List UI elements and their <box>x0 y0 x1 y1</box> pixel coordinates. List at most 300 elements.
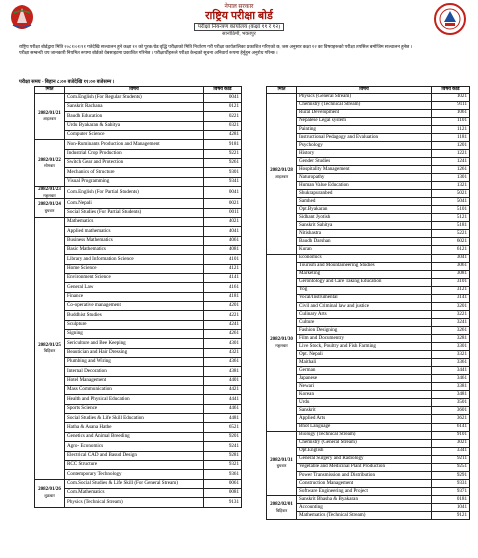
subject-code: 1201 <box>432 141 470 149</box>
subject-name: Culture <box>297 318 432 326</box>
subject-name: Visual Programming <box>65 177 204 186</box>
subject-name: Nitishastra <box>297 230 432 238</box>
table-row <box>267 206 470 214</box>
subject-name: Sculpture <box>65 320 204 329</box>
subject-code: 0011 <box>204 208 242 217</box>
subject-code: 9361 <box>204 470 242 479</box>
subject-code: 3101 <box>432 278 470 286</box>
subject-code: 5121 <box>432 214 470 222</box>
subject-name: Economics <box>297 254 432 262</box>
table-row <box>267 471 470 479</box>
subject-code: 3081 <box>432 270 470 278</box>
table-row <box>35 395 242 404</box>
intro-paragraph: परीक्षा सम्बन्धी थप जानकारी नियमित रूपमा बोर्डको वेबसाइटमा प्रकाशित गरिनेछ । परीक्षार्थीहरूले परीक्षा केन्द्रको सूचना अनिवार्य रूपमा हेर्नुहुन अनुरोध गरिन्छ । <box>19 49 278 55</box>
table-row <box>267 246 470 254</box>
subject-code: 3501 <box>432 399 470 407</box>
table-row <box>267 318 470 326</box>
table-row <box>267 375 470 383</box>
table-row <box>267 214 470 222</box>
table-row <box>267 335 470 343</box>
subject-code: 9111 <box>432 101 470 109</box>
subject-name: Internal Decoration <box>65 367 204 376</box>
subject-code: 0181 <box>432 495 470 503</box>
subject-name: Fashion Designing <box>297 326 432 334</box>
table-row <box>35 311 242 320</box>
table-row <box>267 407 470 415</box>
subject-code: 0321 <box>204 121 242 130</box>
table-row <box>267 166 470 174</box>
subject-code: 3601 <box>432 407 470 415</box>
table-row <box>35 283 242 292</box>
exam-date: 2082/01/23 <box>38 187 61 193</box>
subject-name: Film and Documentry <box>297 335 432 343</box>
board-logo-icon <box>433 2 467 36</box>
subject-name: Hospitality Management <box>297 166 432 174</box>
subject-code: 0021 <box>204 199 242 208</box>
subject-name: RCC Structure <box>65 460 204 469</box>
subject-code: 0041 <box>204 187 242 199</box>
subject-name: Sericulture and Bee Keeping <box>65 339 204 348</box>
subject-name: Mechanics of Structure <box>65 168 204 177</box>
subject-name: Opt. Nepali <box>297 351 432 359</box>
subject-code: 0221 <box>204 112 242 121</box>
exam-weekday: मङ्गलबार <box>275 342 288 348</box>
subject-code: 3141 <box>432 294 470 302</box>
exam-date: 2082/01/21 <box>38 110 61 116</box>
exam-date-cell <box>35 199 65 218</box>
subject-code: 4241 <box>204 320 242 329</box>
subject-code: 4321 <box>204 348 242 357</box>
subject-name: Home Science <box>65 264 204 273</box>
table-row <box>267 415 470 423</box>
table-row <box>35 208 242 217</box>
subject-name: Baudh Darshan <box>297 238 432 246</box>
subject-code: 1061 <box>432 109 470 117</box>
subject-name: Co-operative management <box>65 302 204 311</box>
exam-time-note: परीक्षा समय - बिहान ८:०० बजेदेखि ११:०० बजेसम्म । <box>19 80 115 85</box>
subject-name: Sanskrit Bhasha & Byakaran <box>297 495 432 503</box>
subject-name: Chemistry (General Stream) <box>297 439 432 447</box>
subject-name: Software Engineering and Project <box>297 487 432 495</box>
subject-code: 3021 <box>432 439 470 447</box>
exam-weekday: बिहिबार <box>43 348 56 354</box>
subject-code: 9261 <box>204 159 242 168</box>
schedule-table-right <box>266 86 470 520</box>
subject-name: Mathematics <box>65 217 204 226</box>
subject-name: Marketing <box>297 270 432 278</box>
subject-code: 4041 <box>204 227 242 236</box>
header-title: राष्ट्रिय परीक्षा बोर्ड <box>205 10 273 22</box>
table-row <box>267 286 470 294</box>
subject-code: 3361 <box>432 359 470 367</box>
exam-date-cell <box>267 93 297 254</box>
subject-code: 3341 <box>432 447 470 455</box>
subject-name: Biology (Technical Stream) <box>297 431 432 439</box>
subject-name: Library and Information Science <box>65 255 204 264</box>
table-row <box>267 278 470 286</box>
table-row <box>35 264 242 273</box>
subject-code: 0041 <box>204 93 242 102</box>
subject-name: Yog <box>297 286 432 294</box>
subject-code: 3321 <box>432 351 470 359</box>
subject-code: 9211 <box>432 455 470 463</box>
subject-code: 4121 <box>204 264 242 273</box>
subject-code: 1121 <box>432 125 470 133</box>
subject-name: Genetics and Animal Breeding <box>65 432 204 441</box>
exam-date-cell <box>35 93 65 140</box>
exam-date: 2082/01/31 <box>270 457 293 463</box>
subject-name: Kuran <box>297 246 432 254</box>
subject-code: 3201 <box>432 302 470 310</box>
table-row <box>267 351 470 359</box>
exam-date-cell <box>35 217 65 479</box>
table-row <box>35 479 242 488</box>
subject-code: 6141 <box>432 423 470 431</box>
table-row <box>267 463 470 471</box>
column-header-date: मिति <box>35 87 65 94</box>
subject-name: Baudh Education <box>65 112 204 121</box>
exam-weekday: शुक्रबार <box>44 493 55 499</box>
exam-date-cell <box>35 479 65 507</box>
subject-code: 4441 <box>204 395 242 404</box>
subject-name: General Surgery and Radiology <box>297 455 432 463</box>
table-row <box>267 479 470 487</box>
subject-name: Basic Mathematics <box>65 245 204 254</box>
subject-code: 3281 <box>432 335 470 343</box>
subject-name: Sanskrit Rachana <box>65 102 204 111</box>
subject-code: 9181 <box>204 140 242 149</box>
table-row <box>267 222 470 230</box>
subject-code: 3241 <box>432 318 470 326</box>
table-row <box>267 93 470 101</box>
subject-code: 0081 <box>204 488 242 497</box>
subject-code: 9201 <box>204 432 242 441</box>
exam-weekday: बुधबार <box>44 208 55 214</box>
table-row <box>35 367 242 376</box>
subject-code: 9371 <box>432 487 470 495</box>
subject-name: Civil and Criminal law and justice <box>297 302 432 310</box>
subject-name: Contemporary Technology <box>65 470 204 479</box>
schedule-table-left <box>34 86 242 508</box>
subject-code: 9101 <box>432 431 470 439</box>
table-row <box>35 168 242 177</box>
table-row <box>267 455 470 463</box>
table-row <box>267 302 470 310</box>
column-header-subject: विषय <box>65 87 204 94</box>
table-row <box>267 182 470 190</box>
subject-code: 4381 <box>204 367 242 376</box>
table-row <box>267 326 470 334</box>
subject-name: Mathematics (Technical Stream) <box>297 512 432 520</box>
subject-code: 3621 <box>432 415 470 423</box>
subject-name: Com.Mathematics <box>65 488 204 497</box>
subject-code: 4201 <box>204 302 242 311</box>
header-government-line: नेपाल सरकार <box>224 4 254 10</box>
subject-code: 6521 <box>204 423 242 432</box>
table-row <box>35 140 242 149</box>
table-row <box>35 460 242 469</box>
table-row <box>35 488 242 497</box>
column-header-code: विषय कोड <box>432 87 470 94</box>
subject-name: Hatha & Asana Hathe <box>65 423 204 432</box>
subject-name: Agro- Economics <box>65 442 204 451</box>
table-row <box>35 187 242 199</box>
subject-code: 4261 <box>204 330 242 339</box>
table-row <box>35 292 242 301</box>
table-row <box>35 93 242 102</box>
header-address: सानोठिमी, भक्तपुर <box>222 32 256 37</box>
subject-code: 5101 <box>432 206 470 214</box>
table-row <box>267 109 470 117</box>
subject-code: 9291 <box>432 471 470 479</box>
subject-code: 4481 <box>204 414 242 423</box>
subject-code: 1301 <box>432 174 470 182</box>
table-row <box>267 198 470 206</box>
table-row <box>267 141 470 149</box>
subject-code: 4221 <box>204 311 242 320</box>
table-row <box>35 149 242 158</box>
subject-name: Applied mathematics <box>65 227 204 236</box>
subject-name: Korean <box>297 391 432 399</box>
table-row <box>35 498 242 507</box>
subject-name: Psychology <box>297 141 432 149</box>
subject-code: 9301 <box>204 168 242 177</box>
subject-name: Social Studies (For Partial Students) <box>65 208 204 217</box>
subject-name: Construction Management <box>297 479 432 487</box>
intro-paragraph: राष्ट्रिय परीक्षा बोर्डद्वारा मिति २०८१/०१/११ गतेदेखि सञ्चालन हुने कक्षा १२ को पूरक/ग्रेड वृद्धि परीक्षाको मिति निर्धारण गरी परीक्षा कार्यतालिका प्रकाशित गरिएको छ, जस अनुसार कक्षा १२ का विषयहरूको परीक्षा तपसिल बमोजिम सञ्चालन हुनेछ । <box>19 44 413 49</box>
subject-name: Live Stock, Poultry and Fish Farming <box>297 343 432 351</box>
table-row <box>267 238 470 246</box>
subject-code: 9321 <box>204 460 242 469</box>
table-row <box>35 451 242 460</box>
table-row <box>267 512 470 520</box>
subject-name: Newari <box>297 383 432 391</box>
subject-code: 4081 <box>204 245 242 254</box>
subject-name: Switch Gear and Protection <box>65 159 204 168</box>
subject-name: Com.Social Studies & Life Skill (For General Stream) <box>65 479 204 488</box>
subject-name: Bhot Language <box>297 423 432 431</box>
subject-name: Human Value Education <box>297 182 432 190</box>
table-row <box>35 227 242 236</box>
exam-date: 2082/02/01 <box>270 501 293 507</box>
table-row <box>35 112 242 121</box>
table-row <box>35 121 242 130</box>
subject-code: 0121 <box>204 102 242 111</box>
subject-code: 5021 <box>432 190 470 198</box>
table-row <box>267 367 470 375</box>
subject-code: 1241 <box>432 157 470 165</box>
subject-name: Health and Physical Education <box>65 395 204 404</box>
subject-code: 4461 <box>204 404 242 413</box>
subject-name: Shukrapuranbed <box>297 190 432 198</box>
subject-name: Physics (Technical Stream) <box>65 498 204 507</box>
exam-date-cell <box>267 431 297 495</box>
subject-code: 3061 <box>432 262 470 270</box>
table-row <box>35 302 242 311</box>
table-row <box>35 320 242 329</box>
table-row <box>267 254 470 262</box>
subject-name: Computer Science <box>65 130 204 139</box>
subject-code: 4301 <box>204 339 242 348</box>
table-header-row <box>267 87 470 94</box>
subject-name: Japanese <box>297 375 432 383</box>
table-row <box>35 236 242 245</box>
exam-date-cell <box>267 495 297 519</box>
table-row <box>267 383 470 391</box>
page-header <box>0 0 478 44</box>
subject-name: Urdu <box>297 399 432 407</box>
subject-code: 4061 <box>204 236 242 245</box>
subject-code: 9241 <box>204 442 242 451</box>
subject-code: 5181 <box>432 222 470 230</box>
exam-date: 2082/01/25 <box>38 342 61 348</box>
intro-notice <box>19 44 463 55</box>
table-row <box>35 470 242 479</box>
subject-name: Com.English (For Regular Students) <box>65 93 204 102</box>
exam-date: 2082/01/28 <box>270 167 293 173</box>
subject-code: 9251 <box>432 463 470 471</box>
subject-code: 1021 <box>432 93 470 101</box>
table-row <box>35 423 242 432</box>
table-row <box>267 149 470 157</box>
table-row <box>267 270 470 278</box>
subject-name: General Law <box>65 283 204 292</box>
subject-code: 6121 <box>432 246 470 254</box>
subject-name: Gerontology and Care Taking Education <box>297 278 432 286</box>
subject-code: 3481 <box>432 391 470 399</box>
table-row <box>35 177 242 186</box>
exam-weekday: आइतबार <box>274 173 289 179</box>
table-row <box>267 133 470 141</box>
subject-code: 5221 <box>432 230 470 238</box>
subject-code: 3261 <box>432 326 470 334</box>
exam-date-cell <box>267 254 297 431</box>
subject-name: Buddhist Studies <box>65 311 204 320</box>
table-row <box>35 376 242 385</box>
table-row <box>35 255 242 264</box>
subject-name: Signing <box>65 330 204 339</box>
table-row <box>35 339 242 348</box>
table-row <box>267 487 470 495</box>
subject-code: 4181 <box>204 292 242 301</box>
table-row <box>35 199 242 208</box>
table-row <box>267 294 470 302</box>
subject-name: Instructional Pedagogy and Evaluation <box>297 133 432 141</box>
exam-date-cell <box>35 140 65 187</box>
exam-weekday: बुधबार <box>276 463 287 469</box>
exam-date: 2082/01/22 <box>38 157 61 163</box>
subject-code: 1101 <box>432 117 470 125</box>
subject-code: 9281 <box>204 451 242 460</box>
table-row <box>267 101 470 109</box>
subject-code: 9341 <box>204 177 242 186</box>
subject-code: 1041 <box>432 503 470 511</box>
subject-code: 4361 <box>204 358 242 367</box>
subject-name: Com.English (For Partial Students) <box>65 187 204 199</box>
subject-name: Accounting <box>297 503 432 511</box>
subject-name: Sidhant Jyotish <box>297 214 432 222</box>
table-row <box>267 157 470 165</box>
table-row <box>35 414 242 423</box>
table-row <box>35 102 242 111</box>
column-header-code: विषय कोड <box>204 87 242 94</box>
table-row <box>267 495 470 503</box>
header-subtitle: परीक्षा नियन्त्रण कार्यालय (कक्षा ११ र १२) <box>194 23 284 31</box>
subject-name: Sports Science <box>65 404 204 413</box>
subject-name: Painting <box>297 125 432 133</box>
subject-code: 9121 <box>432 512 470 520</box>
subject-code: 4161 <box>204 283 242 292</box>
table-row <box>35 130 242 139</box>
exam-date: 2082/01/30 <box>270 336 293 342</box>
table-row <box>35 432 242 441</box>
subject-code: 1221 <box>432 149 470 157</box>
subject-name: Hotel Management <box>65 376 204 385</box>
subject-code: 6021 <box>432 238 470 246</box>
table-row <box>267 399 470 407</box>
subject-name: Tourism and Mountaineering Studies <box>297 262 432 270</box>
table-row <box>35 386 242 395</box>
subject-name: Sanskrit Sahitya <box>297 222 432 230</box>
subject-name: Nepalese Legal system <box>297 117 432 125</box>
subject-code: 9221 <box>204 149 242 158</box>
subject-code: 3041 <box>432 254 470 262</box>
subject-name: Applied Arts <box>297 415 432 423</box>
subject-code: 1261 <box>432 166 470 174</box>
subject-code: 4141 <box>204 273 242 282</box>
column-header-date: मिति <box>267 87 297 94</box>
subject-code: 4021 <box>204 217 242 226</box>
subject-name: Finance <box>65 292 204 301</box>
exam-date-cell <box>35 187 65 199</box>
subject-code: 3441 <box>432 367 470 375</box>
subject-name: Industrial Crop Production <box>65 149 204 158</box>
subject-code: 3381 <box>432 383 470 391</box>
exam-weekday: आइतबार <box>42 116 57 122</box>
subject-name: Chemistry (Technical Stream) <box>297 101 432 109</box>
subject-code: 1321 <box>432 182 470 190</box>
subject-name: Social Studies & Life Skill Education <box>65 414 204 423</box>
subject-name: Sanskrit <box>297 407 432 415</box>
subject-name: Samhed <box>297 198 432 206</box>
table-row <box>35 217 242 226</box>
subject-code: 3221 <box>432 310 470 318</box>
subject-code: 4401 <box>204 376 242 385</box>
subject-code: 4101 <box>204 255 242 264</box>
subject-code: 3121 <box>432 286 470 294</box>
table-header-row <box>35 87 242 94</box>
table-row <box>267 423 470 431</box>
table-row <box>267 391 470 399</box>
subject-name: Non-Ruminants Production and Management <box>65 140 204 149</box>
subject-name: Com.Nepali <box>65 199 204 208</box>
subject-name: Naturopathy <box>297 174 432 182</box>
subject-code: 9131 <box>204 498 242 507</box>
table-row <box>35 358 242 367</box>
table-row <box>267 262 470 270</box>
subject-name: Gender Studies <box>297 157 432 165</box>
table-row <box>35 404 242 413</box>
subject-code: 0061 <box>204 479 242 488</box>
table-row <box>267 431 470 439</box>
exam-date: 2082/01/24 <box>38 202 61 208</box>
table-row <box>267 117 470 125</box>
subject-name: Physics (General Stream) <box>297 93 432 101</box>
exam-weekday: बिहिबार <box>275 507 288 513</box>
table-row <box>35 273 242 282</box>
subject-code: 3301 <box>432 343 470 351</box>
subject-code: 9331 <box>432 479 470 487</box>
